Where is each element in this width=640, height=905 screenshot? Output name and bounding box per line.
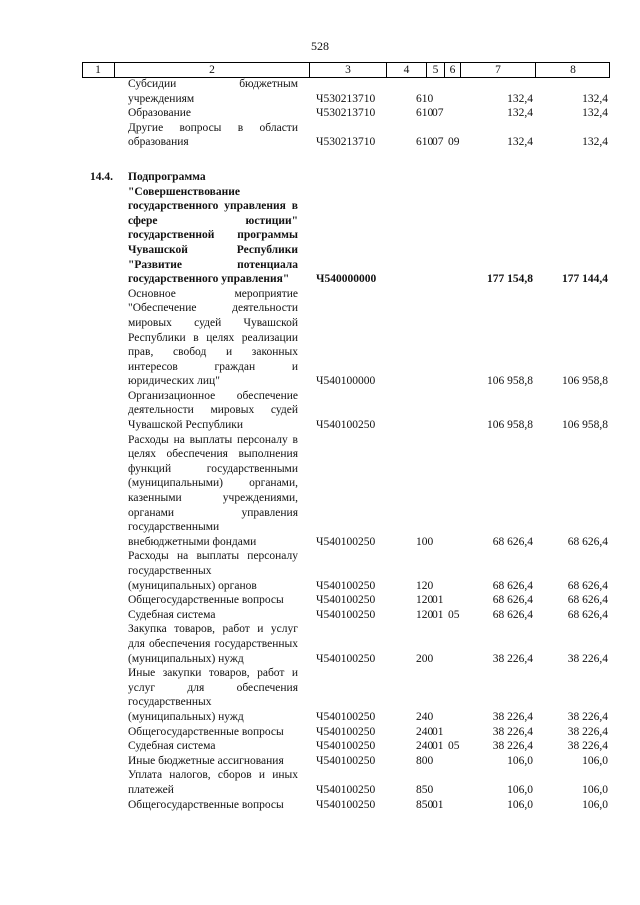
row-amount-col7: 106,0 (507, 798, 533, 811)
row-expense-type: 240 (416, 710, 434, 723)
row-name: Судебная система (128, 608, 216, 621)
row-amount-col8: 106,0 (582, 783, 608, 796)
row-target-code: Ч540100250 (316, 419, 376, 432)
row-amount-col8: 38 226,4 (567, 725, 608, 738)
table-row (0, 389, 640, 433)
row-expense-type: 610 (416, 136, 434, 149)
budget-table-body (0, 77, 640, 812)
row-name: Основное мероприятие "Обеспечение деятельности мировых судей Чувашской Республики в целях реализации прав, свобод и законных интересов граждан и юридических лиц" (128, 287, 298, 388)
row-expense-type: 120 (416, 608, 434, 621)
row-amount-col7: 132,4 (507, 107, 533, 120)
row-amount-col7: 68 626,4 (492, 594, 533, 607)
row-section: 01 (432, 594, 444, 607)
page-number: 528 (311, 39, 329, 53)
row-expense-type: 850 (416, 783, 434, 796)
row-subsection: 05 (448, 740, 460, 753)
row-name: Иные бюджетные ассигнования (128, 754, 284, 767)
table-row (0, 433, 640, 550)
row-section: 01 (432, 725, 444, 738)
table-row (0, 666, 640, 724)
row-amount-col7: 68 626,4 (492, 579, 533, 592)
row-name: Общегосударственные вопросы (128, 798, 284, 811)
row-target-code: Ч540100250 (316, 783, 376, 796)
row-name: Расходы на выплаты персоналу в целях обеспечения выполнения функций государственными (муниципальными) органами, казенными учреждениями, органами управления государственными внебюджетными фондами (128, 433, 298, 548)
row-amount-col7: 38 226,4 (492, 652, 533, 665)
row-amount-col8: 132,4 (582, 136, 608, 149)
row-expense-type: 800 (416, 754, 434, 767)
row-amount-col8: 38 226,4 (567, 740, 608, 753)
row-target-code: Ч540100250 (316, 579, 376, 592)
row-amount-col7: 68 626,4 (492, 608, 533, 621)
row-name: Общегосударственные вопросы (128, 594, 284, 607)
table-row (0, 593, 640, 608)
table-row (0, 739, 640, 754)
row-section: 07 (432, 107, 444, 120)
row-name: Другие вопросы в области образования (128, 121, 298, 149)
table-row (0, 608, 640, 623)
row-target-code: Ч530213710 (316, 92, 376, 105)
row-amount-col8: 68 626,4 (567, 579, 608, 592)
row-amount-col8: 106,0 (582, 754, 608, 767)
row-section: 01 (432, 608, 444, 621)
header-col-2: 2 (209, 64, 215, 76)
header-col-7: 7 (495, 64, 501, 76)
header-col-8: 8 (570, 64, 576, 76)
row-expense-type: 610 (416, 92, 434, 105)
row-expense-type: 100 (416, 535, 434, 548)
row-section: 01 (432, 798, 444, 811)
table-header (82, 62, 610, 78)
header-col-4: 4 (403, 64, 410, 76)
row-amount-col7: 106,0 (507, 783, 533, 796)
row-target-code: Ч540100250 (316, 535, 376, 548)
table-row (0, 121, 640, 150)
row-target-code: Ч540100250 (316, 608, 376, 621)
row-name: Судебная система (128, 740, 216, 753)
row-amount-col7: 106,0 (507, 754, 533, 767)
header-col-3: 3 (345, 64, 351, 76)
row-amount-col7: 38 226,4 (492, 710, 533, 723)
row-section: 07 (432, 136, 444, 149)
row-target-code: Ч540100250 (316, 594, 376, 607)
row-name: Субсидии бюджетным учреждениям (128, 78, 298, 105)
row-amount-col8: 68 626,4 (567, 535, 608, 548)
row-name: Иные закупки товаров, работ и услуг для обеспечения государственных (муниципальных) нужд (128, 667, 298, 723)
row-target-code: Ч530213710 (316, 107, 376, 120)
row-expense-type: 240 (416, 725, 434, 738)
table-row (0, 170, 640, 287)
table-row (0, 725, 640, 740)
row-target-code: Ч540100250 (316, 652, 376, 665)
table-row (0, 77, 640, 106)
row-expense-type: 120 (416, 594, 434, 607)
row-name: Организационное обеспечение деятельности мировых судей Чувашской Республики (128, 389, 298, 432)
row-amount-col7: 106 958,8 (487, 419, 533, 432)
table-row (0, 287, 640, 389)
row-amount-col7: 38 226,4 (492, 740, 533, 753)
row-subsection: 09 (448, 136, 460, 149)
header-col-1: 1 (95, 64, 101, 76)
row-amount-col7: 132,4 (507, 92, 533, 105)
row-amount-col7: 106 958,8 (487, 375, 533, 388)
row-name: Общегосударственные вопросы (128, 725, 284, 738)
row-subsection: 05 (448, 608, 460, 621)
row-name: Подпрограмма "Совершенствование государственного управления в сфере юстиции" государственной программы Чувашской Республики "Развитие потенциала государственного управления" (128, 170, 298, 286)
table-row (0, 754, 640, 769)
row-amount-col8: 38 226,4 (567, 652, 608, 665)
row-expense-type: 850 (416, 798, 434, 811)
table-row (0, 549, 640, 593)
table-row (0, 622, 640, 666)
row-target-code: Ч540100000 (316, 375, 376, 388)
row-name: Образование (128, 107, 192, 120)
row-target-code: Ч540100250 (316, 710, 376, 723)
row-amount-col8: 68 626,4 (567, 594, 608, 607)
row-section: 01 (432, 740, 444, 753)
row-name: Расходы на выплаты персоналу государственных (муниципальных) органов (128, 550, 298, 592)
row-expense-type: 200 (416, 652, 434, 665)
row-target-code: Ч540100250 (316, 754, 376, 767)
row-expense-type: 240 (416, 740, 434, 753)
row-name: Закупка товаров, работ и услуг для обеспечения государственных (муниципальных) нужд (128, 623, 298, 665)
row-name: Уплата налогов, сборов и иных платежей (128, 769, 298, 796)
row-amount-col7: 132,4 (507, 136, 533, 149)
row-amount-col8: 106 958,8 (562, 375, 608, 388)
row-amount-col8: 106,0 (582, 798, 608, 811)
row-amount-col8: 177 144,4 (562, 273, 608, 286)
row-target-code: Ч540100250 (316, 725, 376, 738)
row-amount-col8: 132,4 (582, 107, 608, 120)
table-row (0, 768, 640, 797)
row-expense-type: 610 (416, 107, 434, 120)
row-number: 14.4. (90, 170, 113, 183)
row-amount-col7: 177 154,8 (487, 273, 533, 286)
header-col-5: 5 (432, 64, 439, 76)
row-target-code: Ч530213710 (316, 136, 376, 149)
row-amount-col8: 68 626,4 (567, 608, 608, 621)
row-amount-col8: 106 958,8 (562, 419, 608, 432)
row-target-code: Ч540100250 (316, 798, 376, 811)
row-amount-col8: 132,4 (582, 92, 608, 105)
header-col-6: 6 (449, 64, 456, 76)
row-amount-col8: 38 226,4 (567, 710, 608, 723)
row-amount-col7: 38 226,4 (492, 725, 533, 738)
row-expense-type: 120 (416, 579, 434, 592)
row-amount-col7: 68 626,4 (492, 535, 533, 548)
row-target-code: Ч540100250 (316, 740, 376, 753)
row-target-code: Ч540000000 (316, 273, 377, 286)
table-row (0, 106, 640, 121)
table-row (0, 798, 640, 813)
